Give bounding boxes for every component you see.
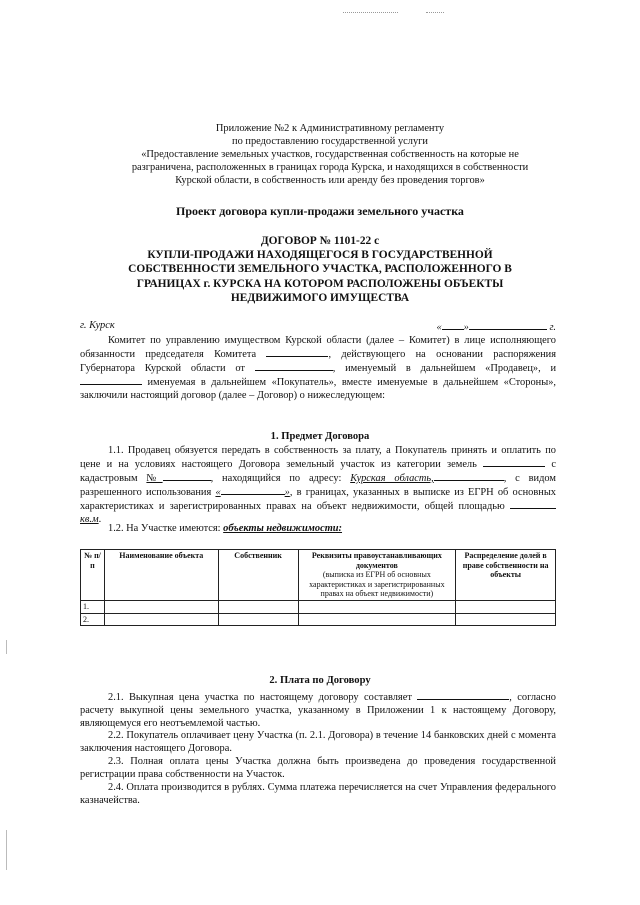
scan-artifact [343, 12, 398, 14]
clause-1-2: 1.2. На Участке имеются: объекты недвижимости: [108, 523, 343, 534]
clause-1-1: 1.1. Продавец обязуется передать в собственность за плату, а Покупатель принять и оплатить по цене и на условиях настоящего Договора земельный участок из категории земель с кадастровым № , находящийся по адресу: Курская область, , с видом разрешенного использования « », в границах, указанных в выписке из ЕГРН об основных характеристиках и зарегистрированных правах на объект недвижимости, общей площадью кв.м. [80, 445, 556, 525]
row-number: 1. [81, 600, 105, 613]
scan-artifact [426, 12, 444, 14]
contract-title-line: ГРАНИЦАХ г. КУРСКА НА КОТОРОМ РАСПОЛОЖЕНЫ ОБЪЕКТЫ [136, 277, 504, 290]
preamble: Комитет по управлению имуществом Курской области (далее – Комитет) в лице исполняющего обязанности председателя Комитета , действующего на основании распоряжения Губернатора Курской области от , именуемый в дальнейшем «Продавец», и именуемая в дальнейшем «Покупатель», вместе именуемые в дальнейшем «Стороны», заключили настоящий договор (далее – Договор) о нижеследующем: [80, 335, 556, 401]
column-header: Реквизиты правоустанавливающих документов (выписка из ЕГРН об основных характеристиках и зарегистрированных правах на объект недвижимости) [298, 550, 456, 601]
table-row [81, 600, 556, 613]
row-number: 2. [81, 613, 105, 626]
clause-2-1: 2.1. Выкупная цена участка по настоящему договору составляет , согласно расчету выкупной цены земельного участка, указанному в Приложении 1 к настоящему Договору, являющемуся его неотъемлемой частью. [80, 692, 556, 729]
contract-title-line: НЕДВИЖИМОГО ИМУЩЕСТВА [230, 291, 410, 304]
appendix-header [100, 122, 560, 187]
section-2-heading: 2. Плата по Договору [269, 675, 371, 686]
city: г. Курск [80, 320, 115, 331]
column-header: Распределение долей в праве собственности на объекты [456, 550, 556, 601]
appendix-line: Приложение №2 к Административному регламенту [215, 123, 445, 134]
document-title: Проект договора купли-продажи земельного участка [176, 204, 464, 218]
clause-2-2: 2.2. Покупатель оплачивает цену Участка (п. 2.1. Договора) в течение 14 банковских дней с момента заключения настоящего Договора. [80, 730, 556, 754]
contract-title-line: СОБСТВЕННОСТИ ЗЕМЕЛЬНОГО УЧАСТКА, РАСПОЛОЖЕННОГО В [128, 263, 512, 276]
column-header: Собственник [218, 550, 298, 601]
column-header: Наименование объекта [104, 550, 218, 601]
contract-title [112, 234, 528, 305]
table-row [81, 613, 556, 626]
section-1-heading: 1. Предмет Договора [270, 431, 370, 442]
scan-artifact [6, 830, 7, 870]
appendix-line: по предоставлению государственной услуги [232, 136, 428, 147]
objects-table [80, 549, 556, 626]
appendix-line: разграничена, расположенных в границах города Курска, и находящихся в собственности [131, 162, 529, 173]
contract-title-line: ДОГОВОР № 1101-22 с [260, 235, 380, 247]
appendix-line: Курской области, в собственность или аренду без проведения торгов» [175, 175, 485, 186]
column-header: № п/п [81, 550, 105, 601]
place-date-line [80, 320, 556, 331]
clause-2-3: 2.3. Полная оплата цены Участка должна быть произведена до проведения государственной регистрации права собственности на Участок. [80, 756, 556, 780]
table-header-row [81, 550, 556, 601]
clause-2-4: 2.4. Оплата производится в рублях. Сумма платежа перечисляется на счет Управления федерального казначейства. [80, 782, 556, 806]
appendix-line: «Предоставление земельных участков, государственная собственность на которые не [141, 149, 519, 160]
scan-artifact [6, 640, 7, 654]
contract-title-line: КУПЛИ-ПРОДАЖИ НАХОДЯЩЕГОСЯ В ГОСУДАРСТВЕННОЙ [147, 249, 493, 262]
contract-date: « » г. [436, 322, 556, 333]
